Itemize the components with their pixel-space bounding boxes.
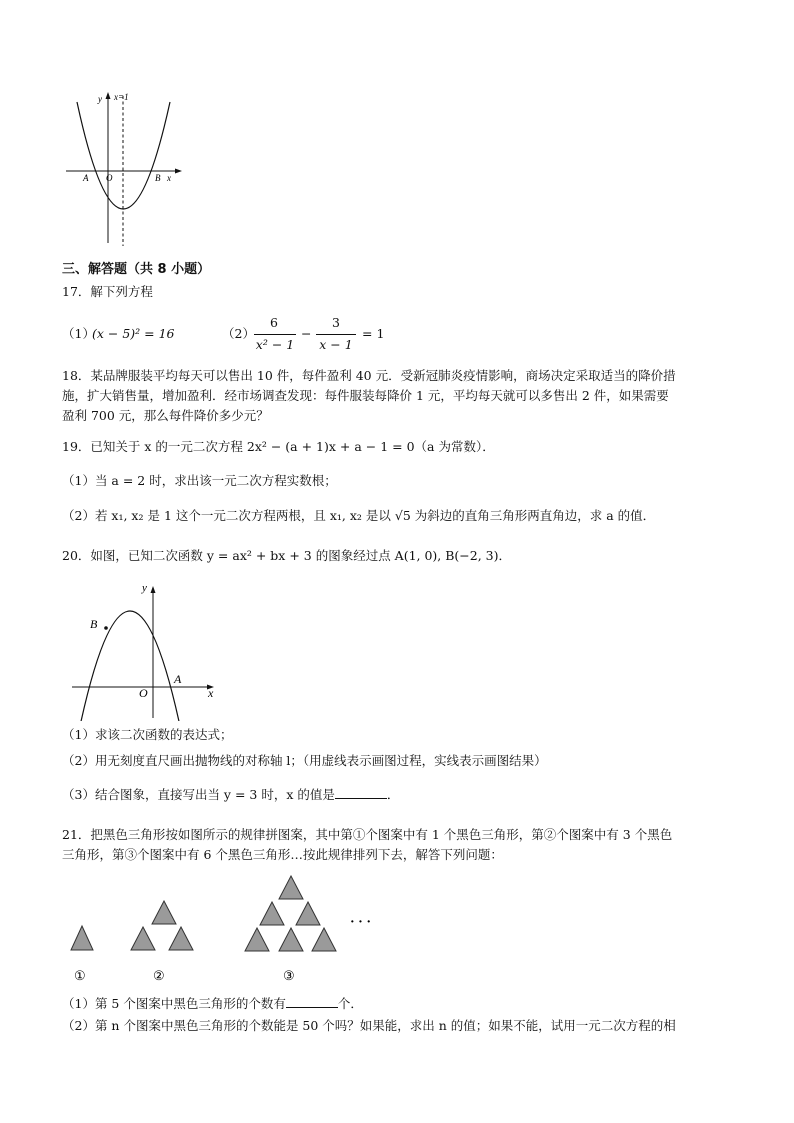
fraction1-denominator: x² − 1 bbox=[255, 337, 295, 352]
point-a-label: A bbox=[174, 672, 182, 686]
triangle bbox=[131, 927, 155, 950]
answer-blank bbox=[335, 786, 387, 799]
fraction2-numerator: 3 bbox=[332, 315, 340, 330]
triangle bbox=[260, 902, 284, 925]
fraction2-denominator: x − 1 bbox=[319, 337, 353, 352]
origin-label: O bbox=[139, 686, 148, 700]
origin-label: O bbox=[106, 173, 113, 183]
q20-part3-end: ． bbox=[386, 787, 400, 802]
triangle bbox=[296, 902, 320, 925]
section-title: 三、解答题（共 8 小题） bbox=[62, 262, 211, 277]
x-axis-label: x bbox=[167, 173, 171, 183]
q21-part2: （2）第 n 个图案中黑色三角形的个数能是 50 个吗？如果能，求出 n 的值；如果不能，试用一元二次方程的相 bbox=[62, 1018, 676, 1033]
point-a-label: A bbox=[83, 173, 89, 183]
q19-stem: 19．已知关于 x 的一元二次方程 2x² − (a + 1)x + a − 1 = 0（a 为常数）． bbox=[62, 439, 495, 454]
fraction1-numerator: 6 bbox=[270, 315, 278, 330]
q19-part2: （2）若 x₁, x₂ 是 1 这个一元二次方程两根，且 x₁, x₂ 是以 √5 为斜边的直角三角形两直角边，求 a 的值． bbox=[62, 508, 656, 523]
q18-line2: 施，扩大销售量，增加盈利．经市场调查发现：每件服装每降价 1 元，平均每天就可以多售出 2 件，如果需要 bbox=[62, 388, 669, 403]
q20-stem: 20．如图，已知二次函数 y = ax² + bx + 3 的图象经过点 A(1, 0), B(−2, 3)． bbox=[62, 548, 512, 563]
continuation-dots: · · · bbox=[350, 915, 372, 930]
symmetry-axis-label: x=1 bbox=[114, 92, 129, 102]
equation-rhs: = 1 bbox=[362, 326, 385, 341]
q20-part3-text: （3）结合图象，直接写出当 y = 3 时，x 的值是 bbox=[62, 787, 335, 802]
q20-part1: （1）求该二次函数的表达式； bbox=[62, 727, 233, 742]
answer-blank bbox=[286, 995, 338, 1008]
triangle bbox=[169, 927, 193, 950]
q21-line2: 三角形，第③个图案中有 6 个黑色三角形…按此规律排列下去，解答下列问题： bbox=[62, 847, 503, 862]
fraction2-bar bbox=[316, 334, 356, 335]
y-axis-label: y bbox=[98, 94, 102, 104]
pattern-label-2: ② bbox=[153, 968, 165, 983]
q21-line1: 21．把黑色三角形按如图所示的规律拼图案，其中第①个图案中有 1 个黑色三角形，第②个图案中有 3 个黑色 bbox=[62, 827, 673, 842]
q21-part1-text: （1）第 5 个图案中黑色三角形的个数有 bbox=[62, 996, 286, 1011]
q17-part1-equation: (x − 5)² = 16 bbox=[92, 326, 175, 341]
triangle bbox=[71, 926, 93, 950]
triangle bbox=[245, 928, 269, 951]
q18-line3: 盈利 700 元，那么每件降价多少元？ bbox=[62, 408, 269, 423]
q19-part1: （1）当 a = 2 时，求出该一元二次方程实数根； bbox=[62, 473, 337, 488]
triangle bbox=[152, 901, 176, 924]
q17-part1-label: （1） bbox=[62, 326, 95, 341]
q21-part1 bbox=[62, 995, 363, 1013]
point-b-label: B bbox=[155, 173, 161, 183]
x-axis-label: x bbox=[208, 686, 214, 700]
triangle bbox=[279, 928, 303, 951]
q20-part2: （2）用无刻度直尺画出抛物线的对称轴 l；（用虚线表示画图过程，实线表示画图结果） bbox=[62, 753, 547, 768]
parabola-figure-1 bbox=[60, 88, 190, 248]
y-axis-label: y bbox=[142, 582, 147, 594]
fraction1-bar bbox=[254, 334, 296, 335]
point-b-label: B bbox=[90, 617, 98, 631]
q21-part1-end: 个． bbox=[337, 996, 363, 1011]
pattern-label-1: ① bbox=[74, 968, 86, 983]
triangle bbox=[279, 876, 303, 899]
minus-sign: − bbox=[301, 326, 312, 341]
parabola-figure-2 bbox=[68, 576, 228, 721]
point-b bbox=[104, 626, 108, 630]
q20-part3 bbox=[62, 786, 399, 804]
q17-title: 17．解下列方程 bbox=[62, 284, 153, 299]
q17-part2-label: （2） bbox=[222, 326, 255, 341]
triangle bbox=[312, 928, 336, 951]
pattern-label-3: ③ bbox=[283, 968, 295, 983]
q18-line1: 18．某品牌服装平均每天可以售出 10 件，每件盈利 40 元．受新冠肺炎疫情影响，商场决定采取适当的降价措 bbox=[62, 368, 676, 383]
triangle-patterns bbox=[60, 870, 400, 990]
